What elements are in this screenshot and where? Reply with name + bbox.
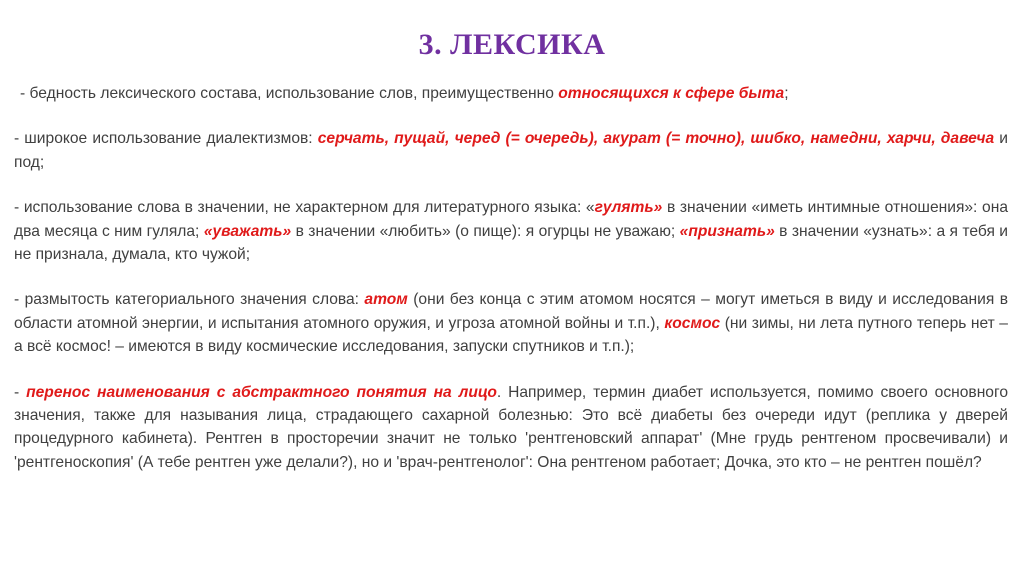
text-segment: ; [784,85,789,102]
highlighted-term: атом [364,291,408,309]
text-segment: в значении «узнать»: а я тебя и не признала, думала, кто чужой; [14,222,1009,264]
slide-title: 3. ЛЕКСИКА [418,28,606,61]
text-segment: - бедность лексического состава, использование слов, преимущественно [20,85,559,102]
text-segment: и под; [14,130,1009,171]
highlighted-term: гулять» [594,199,663,217]
paragraph-name-transfer [14,381,1008,475]
text-segment: . Например, термин диабет используется, помимо своего основного значения, также для называния лица, страдающего сахарной болезнью: Это всё диабеты без очереди идут (реплика у дверей процедурного кабинета). Рентген в просторечии значит не только 'рентгеновский аппарат' (Мне грудь рентгеном просвечивали) и 'рентгеноскопия' (А тебе рентген уже делали?), но и 'врач-рентгенолог': Она рентгеном работает; Дочка, это кто – не рентген пошёл? [14,383,1008,471]
highlighted-term: перенос наименования с абстрактного понятия на лицо [26,383,497,401]
text-segment: - [14,383,27,401]
paragraph-word-meanings [14,196,1008,266]
paragraph-dialectisms [14,127,1008,174]
text-segment: - размытость категориального значения слова: [14,291,365,309]
text-segment: - использование слова в значении, не характерном для литературного языка: « [14,199,595,217]
highlighted-term: относящихся к сфере быта [558,85,785,102]
highlighted-term: «признать» [679,222,775,240]
highlighted-term: серчать, пущай, черед (= очередь), акурат (= точно), шибко, намедни, харчи, давеча [317,130,995,148]
text-segment: (ни зимы, ни лета путного теперь нет – а всё космос! – имеются в виду космические исследования, запуски спутников и т.п.); [14,314,1008,356]
slide-content [14,82,1008,496]
paragraph-categorial-vagueness [14,288,1008,358]
paragraph-vocabulary-poverty [14,82,1008,105]
text-segment: в значении «любить» (о пище): я огурцы не уважаю; [291,222,680,240]
highlighted-term: космос [664,314,721,332]
text-segment: в значении «иметь интимные отношения»: она два месяца с ним гуляла; [14,199,1008,240]
highlighted-term: «уважать» [203,222,292,240]
text-segment: (они без конца с этим атомом носятся – могут иметься в виду и исследования в области атомной энергии, и испытания атомного оружия, и угроза атомной войны и т.п.), [14,291,1008,332]
text-segment: - широкое использование диалектизмов: [14,130,318,148]
